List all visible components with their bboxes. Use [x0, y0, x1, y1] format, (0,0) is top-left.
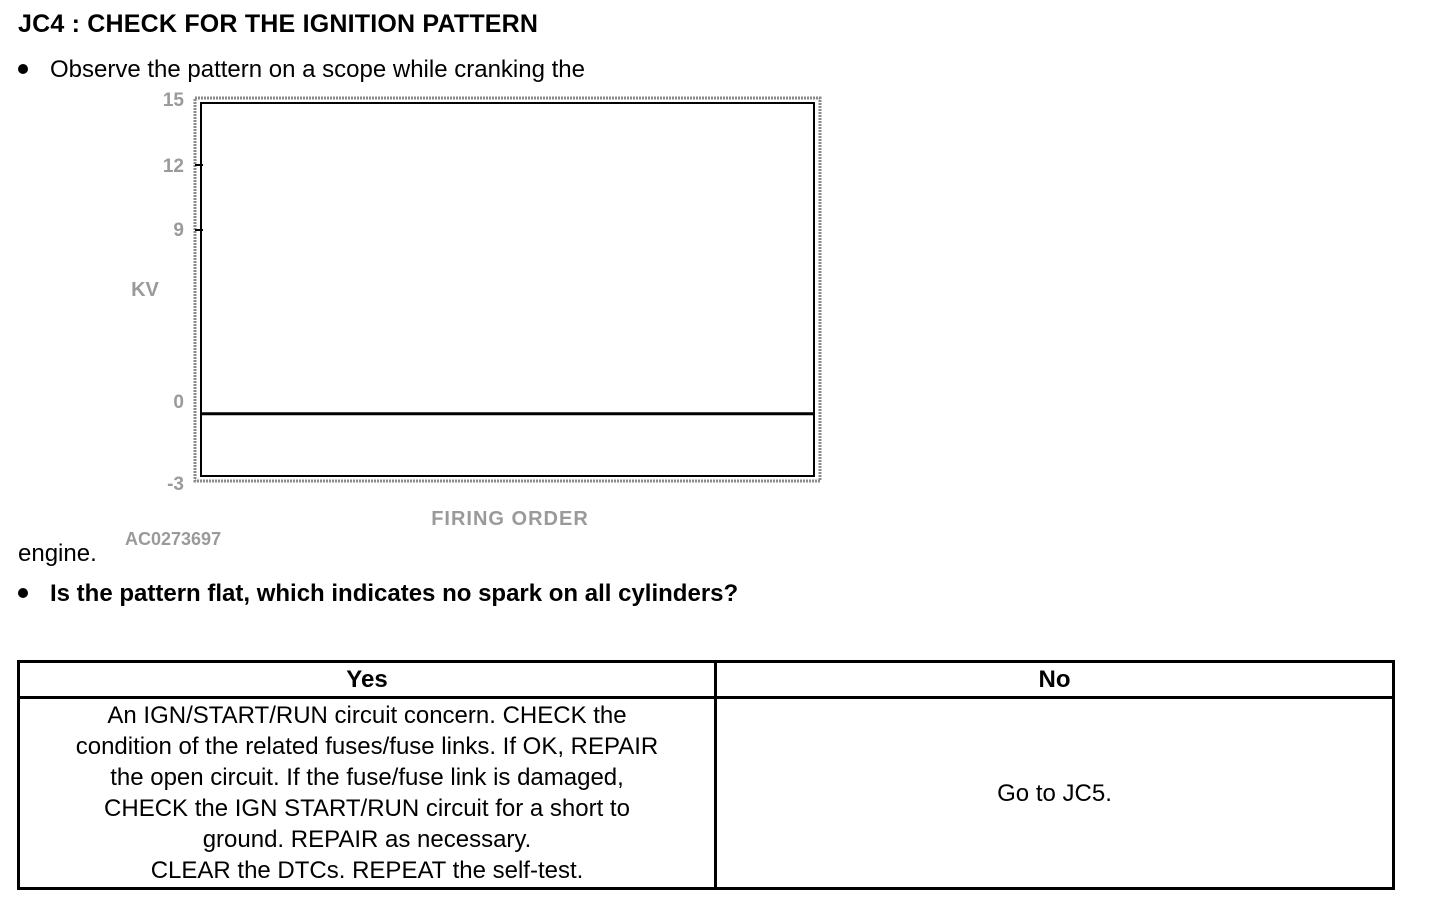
y-axis-label: KV	[131, 279, 159, 301]
plot-frame-outer	[195, 98, 820, 481]
yes-line: condition of the related fuses/fuse links. If OK, REPAIR	[75, 733, 659, 760]
yes-line: CHECK the IGN START/RUN circuit for a short to	[104, 795, 630, 822]
table-header-row	[19, 662, 1394, 698]
question-text: Is the pattern flat, which indicates no spark on all cylinders?	[50, 580, 739, 607]
y-tick-label: -3	[167, 474, 184, 495]
yes-header: Yes	[19, 662, 716, 698]
table-row	[19, 698, 1394, 889]
y-tick-label: 15	[162, 90, 184, 111]
yes-line: ground. REPAIR as necessary.	[202, 826, 532, 853]
no-cell: Go to JC5.	[716, 698, 1394, 889]
yes-line: An IGN/START/RUN circuit concern. CHECK the	[107, 702, 627, 729]
y-tick-label: 12	[162, 156, 184, 177]
decision-table	[17, 660, 1395, 890]
yes-line: CLEAR the DTCs. REPEAT the self-test.	[150, 857, 584, 884]
step-heading: JC4 : CHECK FOR THE IGNITION PATTERN	[18, 10, 539, 38]
figure-id-label: AC0273697	[125, 529, 222, 549]
yes-cell	[19, 698, 716, 889]
yes-line: the open circuit. If the fuse/fuse link is damaged,	[110, 764, 624, 791]
y-tick-label: 9	[173, 220, 184, 241]
bullet-icon	[18, 64, 28, 74]
bullet-icon	[18, 588, 28, 598]
instruction-continuation: engine.	[18, 540, 97, 567]
instruction-text: Observe the pattern on a scope while cranking the	[50, 56, 585, 83]
no-header: No	[716, 662, 1394, 698]
x-axis-label: FIRING ORDER	[431, 508, 589, 530]
y-tick-label: 0	[173, 392, 184, 413]
plot-frame-inner	[201, 103, 814, 476]
